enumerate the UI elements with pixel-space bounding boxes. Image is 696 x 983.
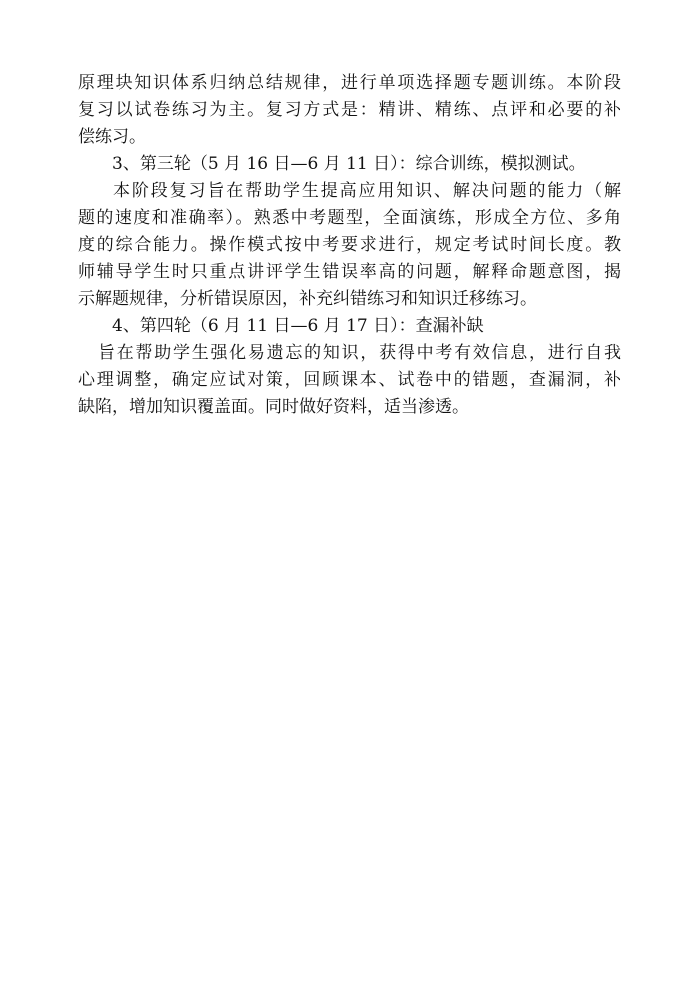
text-line-13: 缺陷，增加知识覆盖面。同时做好资料，适当渗透。 [78,397,469,417]
text-line-12: 心理调整，确定应试对策，回顾课本、试卷中的错题，查漏洞，补 [78,370,621,390]
document-body [78,70,621,421]
text-line-7: 度的综合能力。操作模式按中考要求进行，规定考试时间长度。教 [78,235,621,255]
section-heading-round-4: 4、第四轮（6 月 11 日—6 月 17 日）：查漏补缺 [112,316,484,336]
section-heading-round-3: 3、第三轮（5 月 16 日—6 月 11 日）：综合训练，模拟测试。 [112,154,586,174]
text-line-8: 师辅导学生时只重点讲评学生错误率高的问题，解释命题意图，揭 [78,262,621,282]
text-line-6: 题的速度和准确率）。熟悉中考题型，全面演练，形成全方位、多角 [78,208,621,228]
text-line-3: 偿练习。 [78,127,146,147]
text-line-9: 示解题规律，分析错误原因，补充纠错练习和知识迁移练习。 [78,289,537,309]
text-line-2: 复习以试卷练习为主。复习方式是：精讲、精练、点评和必要的补 [78,100,621,120]
text-line-5: 本阶段复习旨在帮助学生提高应用知识、解决问题的能力（解 [113,181,621,201]
text-line-1: 原理块知识体系归纳总结规律，进行单项选择题专题训练。本阶段 [78,73,621,93]
text-line-11: 旨在帮助学生强化易遗忘的知识，获得中考有效信息，进行自我 [98,343,621,363]
